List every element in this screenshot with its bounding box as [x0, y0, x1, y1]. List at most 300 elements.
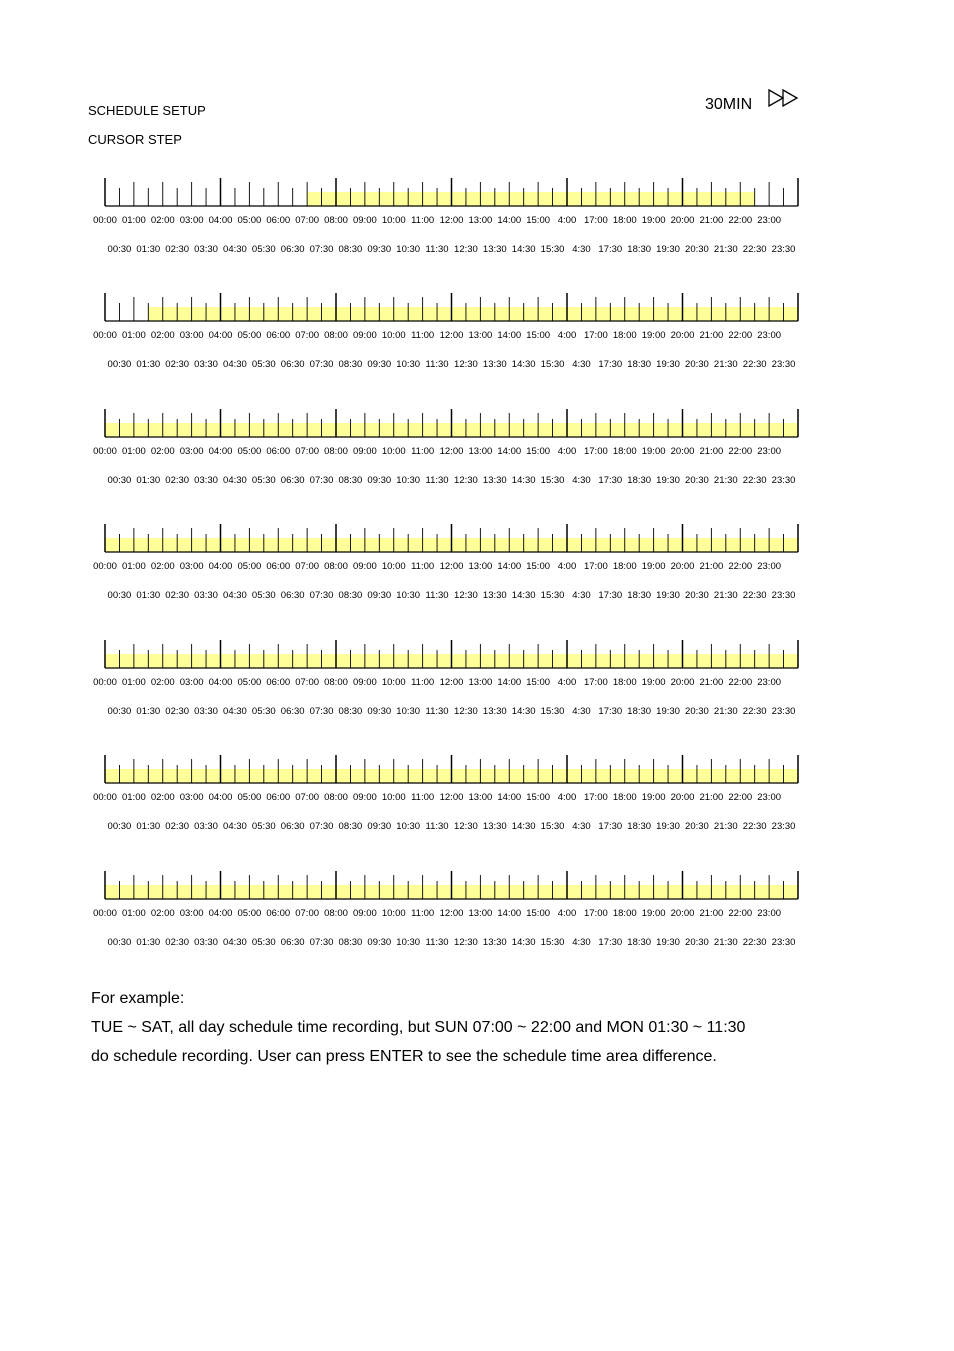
scheduled-slot[interactable] — [769, 654, 783, 668]
scheduled-slot[interactable] — [336, 307, 350, 321]
scheduled-slot[interactable] — [581, 538, 595, 552]
scheduled-slot[interactable] — [697, 654, 711, 668]
scheduled-slot[interactable] — [524, 654, 538, 668]
scheduled-slot[interactable] — [221, 538, 235, 552]
scheduled-slot[interactable] — [480, 538, 494, 552]
scheduled-slot[interactable] — [625, 769, 639, 783]
scheduled-slot[interactable] — [264, 885, 278, 899]
day-timeline[interactable] — [0, 522, 954, 612]
scheduled-slot[interactable] — [553, 538, 567, 552]
scheduled-slot[interactable] — [668, 423, 682, 437]
scheduled-slot[interactable] — [726, 538, 740, 552]
scheduled-slot[interactable] — [610, 538, 624, 552]
scheduled-slot[interactable] — [509, 769, 523, 783]
scheduled-slot[interactable] — [683, 538, 697, 552]
scheduled-slot[interactable] — [740, 192, 754, 206]
scheduled-slot[interactable] — [769, 538, 783, 552]
scheduled-slot[interactable] — [119, 654, 133, 668]
scheduled-slot[interactable] — [365, 885, 379, 899]
scheduled-slot[interactable] — [105, 769, 119, 783]
scheduled-slot[interactable] — [293, 654, 307, 668]
scheduled-slot[interactable] — [379, 769, 393, 783]
scheduled-slot[interactable] — [379, 192, 393, 206]
scheduled-slot[interactable] — [553, 307, 567, 321]
scheduled-slot[interactable] — [379, 654, 393, 668]
scheduled-slot[interactable] — [452, 538, 466, 552]
scheduled-slot[interactable] — [625, 538, 639, 552]
scheduled-slot[interactable] — [221, 654, 235, 668]
scheduled-slot[interactable] — [668, 192, 682, 206]
day-timeline[interactable] — [0, 869, 954, 959]
scheduled-slot[interactable] — [697, 307, 711, 321]
scheduled-slot[interactable] — [437, 885, 451, 899]
scheduled-slot[interactable] — [379, 538, 393, 552]
scheduled-slot[interactable] — [322, 885, 336, 899]
scheduled-slot[interactable] — [610, 885, 624, 899]
scheduled-slot[interactable] — [452, 192, 466, 206]
scheduled-slot[interactable] — [307, 423, 321, 437]
scheduled-slot[interactable] — [119, 769, 133, 783]
scheduled-slot[interactable] — [480, 769, 494, 783]
scheduled-slot[interactable] — [509, 538, 523, 552]
scheduled-slot[interactable] — [668, 538, 682, 552]
scheduled-slot[interactable] — [668, 769, 682, 783]
scheduled-slot[interactable] — [322, 769, 336, 783]
scheduled-slot[interactable] — [610, 769, 624, 783]
scheduled-slot[interactable] — [452, 769, 466, 783]
scheduled-slot[interactable] — [307, 769, 321, 783]
scheduled-slot[interactable] — [625, 192, 639, 206]
scheduled-slot[interactable] — [683, 307, 697, 321]
scheduled-slot[interactable] — [134, 885, 148, 899]
scheduled-slot[interactable] — [567, 423, 581, 437]
scheduled-slot[interactable] — [105, 885, 119, 899]
scheduled-slot[interactable] — [278, 654, 292, 668]
scheduled-slot[interactable] — [567, 654, 581, 668]
scheduled-slot[interactable] — [452, 423, 466, 437]
scheduled-slot[interactable] — [437, 307, 451, 321]
scheduled-slot[interactable] — [784, 423, 798, 437]
scheduled-slot[interactable] — [322, 538, 336, 552]
scheduled-slot[interactable] — [423, 307, 437, 321]
scheduled-slot[interactable] — [350, 654, 364, 668]
scheduled-slot[interactable] — [105, 654, 119, 668]
scheduled-slot[interactable] — [654, 654, 668, 668]
scheduled-slot[interactable] — [639, 538, 653, 552]
scheduled-slot[interactable] — [480, 654, 494, 668]
scheduled-slot[interactable] — [567, 538, 581, 552]
scheduled-slot[interactable] — [553, 423, 567, 437]
scheduled-slot[interactable] — [452, 885, 466, 899]
scheduled-slot[interactable] — [524, 192, 538, 206]
scheduled-slot[interactable] — [192, 538, 206, 552]
scheduled-slot[interactable] — [322, 307, 336, 321]
scheduled-slot[interactable] — [509, 192, 523, 206]
scheduled-slot[interactable] — [726, 769, 740, 783]
scheduled-slot[interactable] — [365, 769, 379, 783]
scheduled-slot[interactable] — [466, 654, 480, 668]
scheduled-slot[interactable] — [264, 654, 278, 668]
scheduled-slot[interactable] — [683, 885, 697, 899]
scheduled-slot[interactable] — [249, 307, 263, 321]
scheduled-slot[interactable] — [350, 423, 364, 437]
scheduled-slot[interactable] — [466, 307, 480, 321]
scheduled-slot[interactable] — [466, 192, 480, 206]
scheduled-slot[interactable] — [307, 307, 321, 321]
scheduled-slot[interactable] — [423, 769, 437, 783]
scheduled-slot[interactable] — [322, 423, 336, 437]
scheduled-slot[interactable] — [769, 885, 783, 899]
scheduled-slot[interactable] — [177, 654, 191, 668]
scheduled-slot[interactable] — [495, 192, 509, 206]
day-timeline[interactable] — [0, 176, 954, 266]
scheduled-slot[interactable] — [163, 885, 177, 899]
scheduled-slot[interactable] — [235, 769, 249, 783]
scheduled-slot[interactable] — [134, 538, 148, 552]
scheduled-slot[interactable] — [711, 769, 725, 783]
empty-slot[interactable] — [163, 192, 177, 206]
scheduled-slot[interactable] — [538, 538, 552, 552]
scheduled-slot[interactable] — [711, 654, 725, 668]
scheduled-slot[interactable] — [350, 769, 364, 783]
scheduled-slot[interactable] — [134, 769, 148, 783]
scheduled-slot[interactable] — [538, 192, 552, 206]
scheduled-slot[interactable] — [336, 769, 350, 783]
scheduled-slot[interactable] — [654, 423, 668, 437]
empty-slot[interactable] — [784, 192, 798, 206]
scheduled-slot[interactable] — [423, 654, 437, 668]
scheduled-slot[interactable] — [524, 423, 538, 437]
scheduled-slot[interactable] — [784, 307, 798, 321]
scheduled-slot[interactable] — [654, 192, 668, 206]
empty-slot[interactable] — [221, 192, 235, 206]
empty-slot[interactable] — [755, 192, 769, 206]
scheduled-slot[interactable] — [206, 307, 220, 321]
scheduled-slot[interactable] — [697, 885, 711, 899]
scheduled-slot[interactable] — [755, 769, 769, 783]
scheduled-slot[interactable] — [336, 885, 350, 899]
scheduled-slot[interactable] — [235, 307, 249, 321]
scheduled-slot[interactable] — [495, 885, 509, 899]
scheduled-slot[interactable] — [206, 423, 220, 437]
scheduled-slot[interactable] — [524, 769, 538, 783]
scheduled-slot[interactable] — [654, 538, 668, 552]
day-timeline[interactable] — [0, 291, 954, 381]
scheduled-slot[interactable] — [177, 423, 191, 437]
scheduled-slot[interactable] — [394, 538, 408, 552]
scheduled-slot[interactable] — [466, 885, 480, 899]
scheduled-slot[interactable] — [278, 885, 292, 899]
scheduled-slot[interactable] — [639, 654, 653, 668]
scheduled-slot[interactable] — [437, 654, 451, 668]
scheduled-slot[interactable] — [206, 769, 220, 783]
scheduled-slot[interactable] — [437, 769, 451, 783]
scheduled-slot[interactable] — [249, 423, 263, 437]
empty-slot[interactable] — [134, 307, 148, 321]
scheduled-slot[interactable] — [596, 192, 610, 206]
scheduled-slot[interactable] — [769, 307, 783, 321]
scheduled-slot[interactable] — [726, 192, 740, 206]
scheduled-slot[interactable] — [177, 769, 191, 783]
empty-slot[interactable] — [769, 192, 783, 206]
scheduled-slot[interactable] — [163, 654, 177, 668]
scheduled-slot[interactable] — [307, 885, 321, 899]
scheduled-slot[interactable] — [538, 307, 552, 321]
scheduled-slot[interactable] — [581, 654, 595, 668]
scheduled-slot[interactable] — [524, 307, 538, 321]
empty-slot[interactable] — [249, 192, 263, 206]
scheduled-slot[interactable] — [192, 423, 206, 437]
scheduled-slot[interactable] — [163, 538, 177, 552]
scheduled-slot[interactable] — [538, 769, 552, 783]
scheduled-slot[interactable] — [769, 423, 783, 437]
scheduled-slot[interactable] — [654, 307, 668, 321]
scheduled-slot[interactable] — [711, 885, 725, 899]
scheduled-slot[interactable] — [581, 423, 595, 437]
scheduled-slot[interactable] — [148, 538, 162, 552]
scheduled-slot[interactable] — [307, 538, 321, 552]
scheduled-slot[interactable] — [235, 423, 249, 437]
scheduled-slot[interactable] — [350, 885, 364, 899]
scheduled-slot[interactable] — [264, 423, 278, 437]
scheduled-slot[interactable] — [755, 423, 769, 437]
empty-slot[interactable] — [119, 192, 133, 206]
scheduled-slot[interactable] — [726, 423, 740, 437]
scheduled-slot[interactable] — [408, 192, 422, 206]
empty-slot[interactable] — [278, 192, 292, 206]
empty-slot[interactable] — [192, 192, 206, 206]
empty-slot[interactable] — [293, 192, 307, 206]
scheduled-slot[interactable] — [221, 307, 235, 321]
scheduled-slot[interactable] — [163, 769, 177, 783]
scheduled-slot[interactable] — [105, 538, 119, 552]
scheduled-slot[interactable] — [740, 654, 754, 668]
scheduled-slot[interactable] — [423, 423, 437, 437]
scheduled-slot[interactable] — [408, 769, 422, 783]
scheduled-slot[interactable] — [654, 769, 668, 783]
scheduled-slot[interactable] — [119, 538, 133, 552]
scheduled-slot[interactable] — [192, 885, 206, 899]
scheduled-slot[interactable] — [784, 538, 798, 552]
scheduled-slot[interactable] — [119, 885, 133, 899]
scheduled-slot[interactable] — [553, 654, 567, 668]
scheduled-slot[interactable] — [740, 538, 754, 552]
scheduled-slot[interactable] — [408, 538, 422, 552]
scheduled-slot[interactable] — [206, 885, 220, 899]
scheduled-slot[interactable] — [134, 654, 148, 668]
scheduled-slot[interactable] — [755, 307, 769, 321]
scheduled-slot[interactable] — [495, 307, 509, 321]
scheduled-slot[interactable] — [683, 654, 697, 668]
scheduled-slot[interactable] — [509, 885, 523, 899]
scheduled-slot[interactable] — [249, 538, 263, 552]
scheduled-slot[interactable] — [365, 307, 379, 321]
scheduled-slot[interactable] — [466, 423, 480, 437]
scheduled-slot[interactable] — [509, 654, 523, 668]
fast-forward-icon[interactable] — [767, 88, 801, 113]
scheduled-slot[interactable] — [336, 654, 350, 668]
scheduled-slot[interactable] — [437, 192, 451, 206]
scheduled-slot[interactable] — [480, 307, 494, 321]
scheduled-slot[interactable] — [177, 538, 191, 552]
scheduled-slot[interactable] — [625, 307, 639, 321]
scheduled-slot[interactable] — [192, 654, 206, 668]
scheduled-slot[interactable] — [495, 423, 509, 437]
scheduled-slot[interactable] — [596, 307, 610, 321]
scheduled-slot[interactable] — [336, 192, 350, 206]
scheduled-slot[interactable] — [177, 307, 191, 321]
scheduled-slot[interactable] — [740, 885, 754, 899]
scheduled-slot[interactable] — [264, 538, 278, 552]
scheduled-slot[interactable] — [654, 885, 668, 899]
scheduled-slot[interactable] — [437, 423, 451, 437]
scheduled-slot[interactable] — [495, 769, 509, 783]
scheduled-slot[interactable] — [148, 423, 162, 437]
scheduled-slot[interactable] — [711, 307, 725, 321]
scheduled-slot[interactable] — [683, 769, 697, 783]
scheduled-slot[interactable] — [755, 538, 769, 552]
scheduled-slot[interactable] — [192, 307, 206, 321]
scheduled-slot[interactable] — [639, 769, 653, 783]
scheduled-slot[interactable] — [148, 885, 162, 899]
scheduled-slot[interactable] — [379, 307, 393, 321]
empty-slot[interactable] — [105, 192, 119, 206]
scheduled-slot[interactable] — [524, 538, 538, 552]
scheduled-slot[interactable] — [134, 423, 148, 437]
scheduled-slot[interactable] — [466, 769, 480, 783]
scheduled-slot[interactable] — [221, 885, 235, 899]
scheduled-slot[interactable] — [249, 885, 263, 899]
scheduled-slot[interactable] — [740, 769, 754, 783]
scheduled-slot[interactable] — [524, 885, 538, 899]
scheduled-slot[interactable] — [755, 654, 769, 668]
scheduled-slot[interactable] — [148, 307, 162, 321]
scheduled-slot[interactable] — [726, 307, 740, 321]
scheduled-slot[interactable] — [581, 192, 595, 206]
scheduled-slot[interactable] — [610, 654, 624, 668]
scheduled-slot[interactable] — [365, 423, 379, 437]
scheduled-slot[interactable] — [769, 769, 783, 783]
scheduled-slot[interactable] — [726, 885, 740, 899]
scheduled-slot[interactable] — [293, 423, 307, 437]
scheduled-slot[interactable] — [711, 192, 725, 206]
scheduled-slot[interactable] — [509, 307, 523, 321]
scheduled-slot[interactable] — [495, 538, 509, 552]
scheduled-slot[interactable] — [639, 885, 653, 899]
scheduled-slot[interactable] — [264, 769, 278, 783]
scheduled-slot[interactable] — [625, 654, 639, 668]
scheduled-slot[interactable] — [784, 769, 798, 783]
scheduled-slot[interactable] — [452, 654, 466, 668]
scheduled-slot[interactable] — [278, 423, 292, 437]
scheduled-slot[interactable] — [221, 769, 235, 783]
scheduled-slot[interactable] — [235, 885, 249, 899]
scheduled-slot[interactable] — [639, 192, 653, 206]
scheduled-slot[interactable] — [249, 654, 263, 668]
day-timeline[interactable] — [0, 407, 954, 497]
scheduled-slot[interactable] — [394, 307, 408, 321]
scheduled-slot[interactable] — [538, 885, 552, 899]
scheduled-slot[interactable] — [683, 192, 697, 206]
scheduled-slot[interactable] — [711, 538, 725, 552]
scheduled-slot[interactable] — [553, 769, 567, 783]
scheduled-slot[interactable] — [148, 654, 162, 668]
scheduled-slot[interactable] — [538, 423, 552, 437]
scheduled-slot[interactable] — [423, 885, 437, 899]
scheduled-slot[interactable] — [293, 307, 307, 321]
scheduled-slot[interactable] — [322, 192, 336, 206]
scheduled-slot[interactable] — [610, 423, 624, 437]
scheduled-slot[interactable] — [452, 307, 466, 321]
scheduled-slot[interactable] — [293, 769, 307, 783]
scheduled-slot[interactable] — [336, 538, 350, 552]
day-timeline[interactable] — [0, 753, 954, 843]
scheduled-slot[interactable] — [567, 307, 581, 321]
scheduled-slot[interactable] — [596, 423, 610, 437]
empty-slot[interactable] — [119, 307, 133, 321]
scheduled-slot[interactable] — [683, 423, 697, 437]
scheduled-slot[interactable] — [466, 538, 480, 552]
scheduled-slot[interactable] — [596, 654, 610, 668]
scheduled-slot[interactable] — [235, 654, 249, 668]
scheduled-slot[interactable] — [697, 769, 711, 783]
empty-slot[interactable] — [235, 192, 249, 206]
scheduled-slot[interactable] — [365, 192, 379, 206]
scheduled-slot[interactable] — [567, 885, 581, 899]
scheduled-slot[interactable] — [365, 538, 379, 552]
scheduled-slot[interactable] — [394, 654, 408, 668]
scheduled-slot[interactable] — [177, 885, 191, 899]
scheduled-slot[interactable] — [509, 423, 523, 437]
scheduled-slot[interactable] — [423, 538, 437, 552]
scheduled-slot[interactable] — [697, 192, 711, 206]
scheduled-slot[interactable] — [365, 654, 379, 668]
scheduled-slot[interactable] — [278, 769, 292, 783]
scheduled-slot[interactable] — [221, 423, 235, 437]
scheduled-slot[interactable] — [307, 654, 321, 668]
scheduled-slot[interactable] — [784, 654, 798, 668]
scheduled-slot[interactable] — [740, 307, 754, 321]
scheduled-slot[interactable] — [495, 654, 509, 668]
scheduled-slot[interactable] — [423, 192, 437, 206]
scheduled-slot[interactable] — [755, 885, 769, 899]
scheduled-slot[interactable] — [350, 538, 364, 552]
scheduled-slot[interactable] — [206, 654, 220, 668]
scheduled-slot[interactable] — [784, 885, 798, 899]
scheduled-slot[interactable] — [408, 423, 422, 437]
scheduled-slot[interactable] — [350, 307, 364, 321]
scheduled-slot[interactable] — [538, 654, 552, 668]
scheduled-slot[interactable] — [307, 192, 321, 206]
scheduled-slot[interactable] — [192, 769, 206, 783]
scheduled-slot[interactable] — [437, 538, 451, 552]
scheduled-slot[interactable] — [596, 885, 610, 899]
scheduled-slot[interactable] — [163, 423, 177, 437]
scheduled-slot[interactable] — [148, 769, 162, 783]
scheduled-slot[interactable] — [119, 423, 133, 437]
scheduled-slot[interactable] — [610, 192, 624, 206]
scheduled-slot[interactable] — [105, 423, 119, 437]
scheduled-slot[interactable] — [278, 307, 292, 321]
scheduled-slot[interactable] — [293, 885, 307, 899]
scheduled-slot[interactable] — [394, 192, 408, 206]
scheduled-slot[interactable] — [394, 769, 408, 783]
scheduled-slot[interactable] — [293, 538, 307, 552]
scheduled-slot[interactable] — [408, 654, 422, 668]
scheduled-slot[interactable] — [668, 307, 682, 321]
scheduled-slot[interactable] — [322, 654, 336, 668]
scheduled-slot[interactable] — [625, 885, 639, 899]
